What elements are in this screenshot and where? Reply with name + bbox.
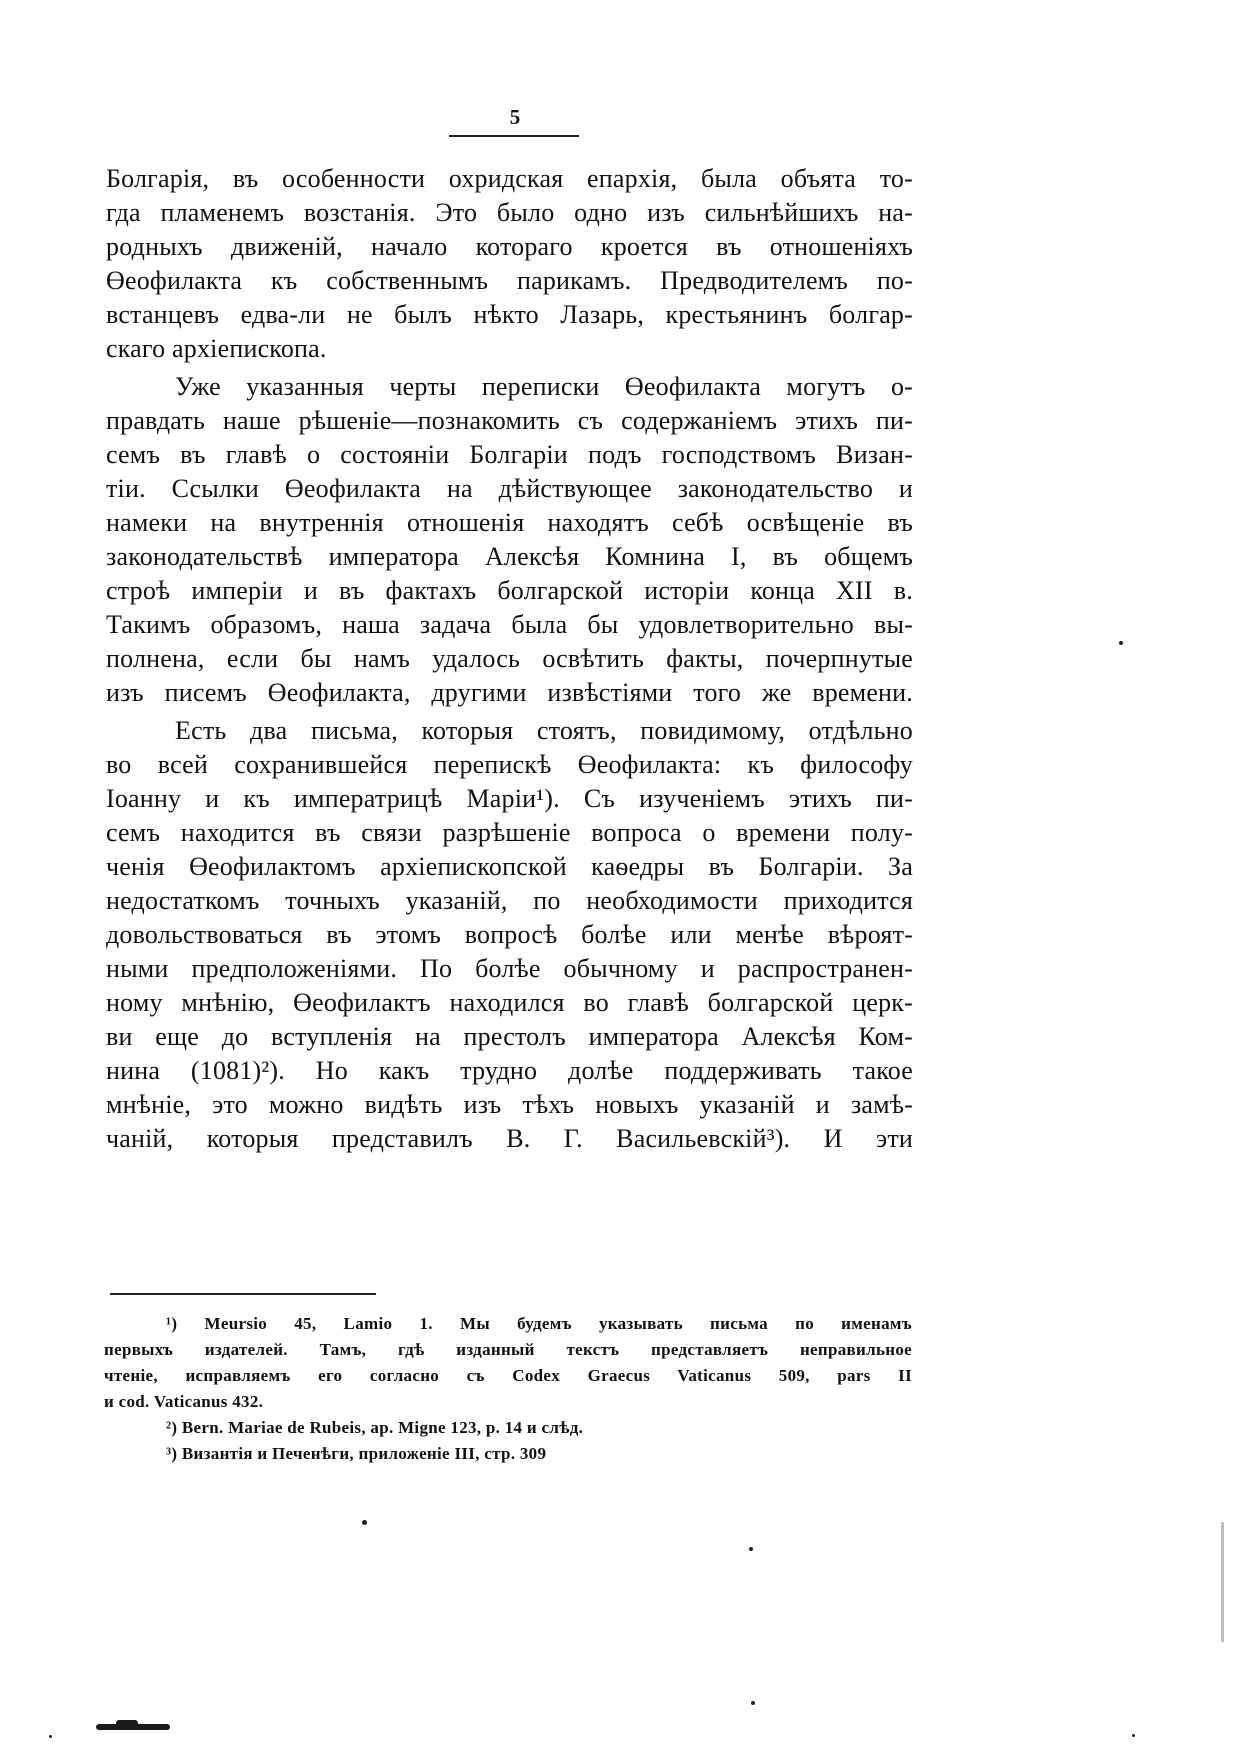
page-number: 5 xyxy=(509,105,521,129)
footnote-line: первыхъ издателей. Тамъ, гдѣ изданный текстъ представляетъ неправильное xyxy=(104,1340,912,1359)
text-line: Өеофилакта къ собственнымъ парикамъ. Предводителемъ по- xyxy=(106,266,913,295)
text-line: ченія Өеофилактомъ архіепископской каѳедры въ Болгаріи. За xyxy=(106,852,913,881)
text-line: Болгарія, въ особенности охридская епархія, была объята то- xyxy=(106,164,913,193)
text-line: тіи. Ссылки Өеофилакта на дѣйствующее законодательство и xyxy=(106,474,913,503)
scan-speck xyxy=(362,1520,367,1525)
text-line: ными предположеніями. По болѣе обычному и распространен- xyxy=(106,954,913,983)
corner-ink-mark xyxy=(96,1724,170,1730)
text-line: недостаткомъ точныхъ указаній, по необходимости приходится xyxy=(106,886,913,915)
text-line: нина (1081)²). Но какъ трудно долѣе поддерживать такое xyxy=(106,1056,913,1085)
text-line: изъ писемъ Өеофилакта, другими извѣстіями того же времени. xyxy=(106,678,913,707)
text-line: Уже указанныя черты переписки Өеофилакта могутъ о- xyxy=(175,372,913,401)
margin-bar-mark xyxy=(1221,1522,1224,1642)
text-line: родныхъ движеній, начало котораго кроется въ отношеніяхъ xyxy=(106,232,913,261)
scan-speck xyxy=(1132,1734,1135,1737)
text-line: семъ въ главѣ о состояніи Болгаріи подъ господствомъ Визан- xyxy=(106,440,913,469)
footnote-rule xyxy=(110,1293,376,1295)
text-line: во всей сохранившейся перепискѣ Өеофилакта: къ философу xyxy=(106,750,913,779)
text-line: намеки на внутреннія отношенія находятъ себѣ освѣщеніе въ xyxy=(106,508,913,537)
text-line: довольствоваться въ этомъ вопросѣ болѣе или менѣе вѣроят- xyxy=(106,920,913,949)
page-number-rule xyxy=(449,135,579,137)
text-line: строѣ имперіи и въ фактахъ болгарской исторіи конца XII в. xyxy=(106,576,913,605)
text-line: мнѣніе, это можно видѣть изъ тѣхъ новыхъ указаній и замѣ- xyxy=(106,1090,913,1119)
footnote-line: и cod. Vaticanus 432. xyxy=(104,1392,264,1411)
text-line: законодательствѣ императора Алексѣя Комнина I, въ общемъ xyxy=(106,542,913,571)
footnote-line: чтеніе, исправляемъ его согласно съ Codex Graecus Vaticanus 509, pars II xyxy=(104,1366,912,1385)
text-line: полнена, если бы намъ удалось освѣтить факты, почерпнутые xyxy=(106,644,913,673)
scan-speck xyxy=(1119,641,1123,645)
footnote-line: ¹) Meursio 45, Lamio 1. Мы будемъ указывать письма по именамъ xyxy=(166,1314,912,1333)
footnote-line: ²) Bern. Mariae de Rubeis, ap. Migne 123, p. 14 и слѣд. xyxy=(166,1418,584,1437)
text-line: Іоанну и къ императрицѣ Маріи¹). Съ изученіемъ этихъ пи- xyxy=(106,784,913,813)
text-line: правдать наше рѣшеніе—познакомить съ содержаніемъ этихъ пи- xyxy=(106,406,913,435)
text-line: встанцевъ едва-ли не былъ нѣкто Лазарь, крестьянинъ болгар- xyxy=(106,300,913,329)
scan-speck xyxy=(49,1735,52,1738)
scan-speck xyxy=(751,1701,755,1705)
text-line: ному мнѣнію, Өеофилактъ находился во главѣ болгарской церк- xyxy=(106,988,913,1017)
text-line: гда пламенемъ возстанія. Это было одно изъ сильнѣйшихъ на- xyxy=(106,198,913,227)
text-line: чаній, которыя представилъ В. Г. Васильевскій³). И эти xyxy=(106,1124,913,1153)
text-line: семъ находится въ связи разрѣшеніе вопроса о времени полу- xyxy=(106,818,913,847)
footnote-line: ³) Византія и Печенѣги, приложеніе III, стр. 309 xyxy=(166,1444,547,1463)
text-line: ви еще до вступленія на престолъ императора Алексѣя Ком- xyxy=(106,1022,913,1051)
text-line: Такимъ образомъ, наша задача была бы удовлетворительно вы- xyxy=(106,610,913,639)
scan-speck xyxy=(749,1547,753,1551)
text-line: скаго архіепископа. xyxy=(106,334,327,363)
text-line: Есть два письма, которыя стоятъ, повидимому, отдѣльно xyxy=(175,716,913,745)
